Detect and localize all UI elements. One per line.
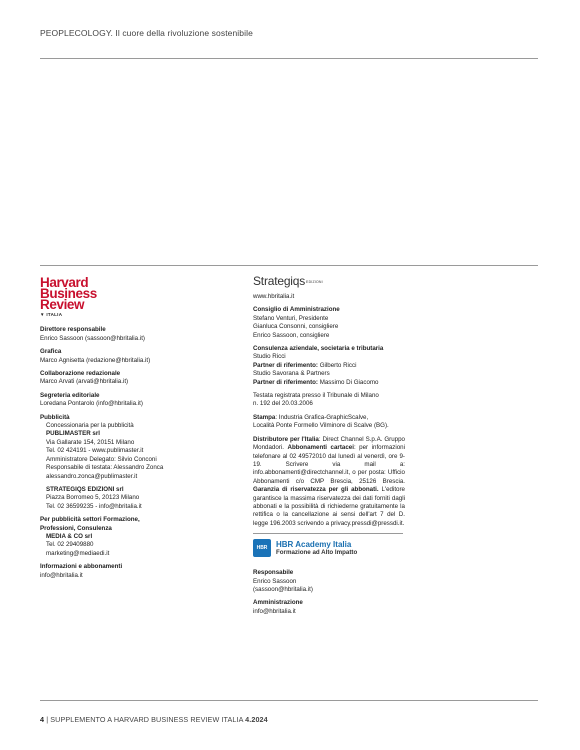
info-label: Informazioni e abbonamenti	[40, 563, 123, 571]
abbonamenti-label: Abbonamenti cartacei	[287, 444, 354, 452]
page-number: 4	[40, 715, 45, 724]
hbr-logo-sub-text: ITALIA	[46, 312, 63, 317]
pubblicita-line: Via Gallarate 154, 20151 Milano	[46, 438, 135, 446]
pubblicita-label: Pubblicità	[40, 413, 70, 421]
consulenza-label: Consulenza aziendale, societaria e tributaria	[253, 345, 384, 353]
hbr-logo-line2: Business	[40, 286, 97, 301]
header-rule	[40, 58, 538, 59]
consulenza-partner	[253, 362, 405, 370]
footer-rule	[40, 700, 538, 701]
consulenza-line: Studio Savorana & Partners	[253, 370, 330, 378]
responsabile-label: Responsabile	[253, 569, 294, 577]
settori-line: Tel. 02 29409880	[46, 541, 94, 549]
responsabile-block	[253, 569, 405, 594]
consiglio-line: Enrico Sassoon, consigliere	[253, 331, 330, 339]
settori-company: MEDIA & CO srl	[46, 532, 93, 540]
testata-line: Testata registrata presso il Tribunale di Milano	[253, 392, 379, 400]
stampa-block	[253, 414, 405, 431]
academy-title: HBR Academy Italia	[276, 539, 352, 549]
testata-block	[253, 392, 405, 409]
segreteria-block	[40, 392, 230, 409]
consiglio-label: Consiglio di Amministrazione	[253, 306, 340, 314]
pubblicita-line: Tel. 02 424191 - www.publimaster.it	[46, 447, 144, 455]
page-footer	[40, 715, 268, 724]
page-header-title: PEOPLECOLOGY. Il cuore della rivoluzione sostenibile	[40, 28, 253, 38]
strategiqs-line: Piazza Borromeo 5, 20123 Milano	[46, 494, 140, 502]
grafica-block	[40, 348, 230, 365]
left-column	[40, 277, 230, 585]
academy-text	[276, 540, 357, 557]
responsabile-line: (sassoon@hbritalia.it)	[253, 585, 313, 593]
footer-text: SUPPLEMENTO A HARVARD BUSINESS REVIEW ITALIA	[50, 715, 246, 724]
segreteria-label: Segreteria editoriale	[40, 391, 100, 399]
hbr-logo-line3: Review	[40, 297, 85, 312]
direttore-label: Direttore responsabile	[40, 326, 106, 334]
strategiqs-logo-sub: EDIZIONI	[306, 279, 323, 284]
responsabile-line: Enrico Sassoon	[253, 577, 297, 585]
footer-issue: 4.2024	[245, 715, 268, 724]
hbr-logo	[40, 277, 230, 319]
partner-text: Massimo Di Giacomo	[317, 378, 379, 386]
pubblicita-block	[40, 414, 230, 511]
amministrazione-text: info@hbritalia.it	[253, 607, 296, 615]
pubblicita-line: Amministratore Delegato: Silvio Conconi	[46, 455, 157, 463]
hbr-logo-line1: Harvard	[40, 275, 89, 290]
settori-label: Per pubblicità settori Formazione,	[40, 516, 140, 524]
consiglio-line: Gianluca Consonni, consigliere	[253, 323, 339, 331]
distributore-text: : Direct Channel S.p.A. Gruppo Mondadori.	[253, 435, 405, 452]
stampa-text: : Industria Grafica-GraphicScalve,	[275, 413, 369, 421]
consulenza-line: Studio Ricci	[253, 353, 286, 361]
settori-label: Professioni, Consulenza	[40, 524, 112, 532]
academy-subtitle: Formazione ad Alto Impatto	[276, 548, 358, 556]
partner-label: Partner di riferimento:	[253, 361, 318, 369]
academy-divider	[253, 533, 403, 534]
distributore-label: Distributore per l'Italia	[253, 435, 319, 443]
garanzia-text: L'editore garantisce la massima riservatezza dei dati forniti dagli abbonati e la possibilità di richiederne gratuitamente la rettifica o la cancellazione ai sensi dell'art 7 del D. legge 196.2003 scrivendo a privacy.pressdi@pressdi.it.	[253, 486, 405, 527]
direttore-text: Enrico Sassoon (sassoon@hbritalia.it)	[40, 334, 145, 342]
stampa-label: Stampa	[253, 413, 276, 421]
stampa-line	[253, 414, 405, 422]
info-block	[40, 563, 230, 580]
strategiqs-logo-main: Strategiqs	[253, 274, 306, 288]
right-column	[253, 275, 405, 621]
distributore-block	[253, 436, 405, 528]
consulenza-partner	[253, 379, 405, 387]
collaborazione-block	[40, 370, 230, 387]
pubblicita-company: PUBLIMASTER srl	[46, 430, 100, 438]
website: www.hbritalia.it	[253, 293, 295, 300]
pubblicita-line: alessandro.zonca@publimaster.it	[46, 472, 138, 480]
strategiqs-logo	[253, 275, 405, 287]
hbr-logo-sub: ▼ ITALIA	[40, 312, 63, 317]
partner-label: Partner di riferimento:	[253, 378, 318, 386]
partner-text: Gilberto Ricci	[317, 361, 357, 369]
grafica-text: Marco Agnisetta (redazione@hbritalia.it)	[40, 356, 151, 364]
settori-line: marketing@mediaedi.it	[46, 549, 110, 557]
pubblicita-line: Responsabile di testata: Alessandro Zonca	[46, 464, 164, 472]
info-text: info@hbritalia.it	[40, 571, 83, 579]
abbonamenti-text: : per informazioni telefonare al 02 49572010 dal lunedì al venerdì, ore 9-19. Scrivere via mail a: info.abbonamenti@directchannel.it, o per posta: Ufficio Abbonamenti c/o CMP Brescia, 25126 Brescia.	[253, 444, 405, 485]
amministrazione-label: Amministrazione	[253, 599, 303, 607]
consulenza-block	[253, 345, 405, 387]
consiglio-line: Stefano Venturi, Presidente	[253, 314, 329, 322]
settori-block	[40, 516, 230, 558]
academy-badge-icon: HBR	[253, 539, 271, 557]
collaborazione-label: Collaborazione redazionale	[40, 370, 121, 378]
strategiqs-company: STRATEGIQS EDIZIONI srl	[46, 485, 124, 493]
testata-line: n. 192 del 20.03.2006	[253, 400, 313, 408]
consiglio-block	[253, 306, 405, 340]
direttore-block	[40, 326, 230, 343]
strategiqs-line: Tel. 02 36599235 - info@hbritalia.it	[46, 502, 142, 510]
collaborazione-text: Marco Arvati (arvati@hbritalia.it)	[40, 378, 129, 386]
garanzia-label: Garanzia di riservatezza per gli abbonati.	[253, 486, 379, 494]
segreteria-text: Loredana Pontarolo (info@hbritalia.it)	[40, 400, 143, 408]
section-rule	[40, 265, 538, 266]
footer-separator: |	[44, 715, 51, 724]
grafica-label: Grafica	[40, 348, 62, 356]
stampa-line2: Località Ponte Formello Vilminore di Scalve (BG).	[253, 422, 389, 430]
hbr-academy-logo	[253, 539, 405, 557]
pubblicita-line: Concessionaria per la pubblicità	[46, 422, 134, 430]
amministrazione-block	[253, 599, 405, 616]
